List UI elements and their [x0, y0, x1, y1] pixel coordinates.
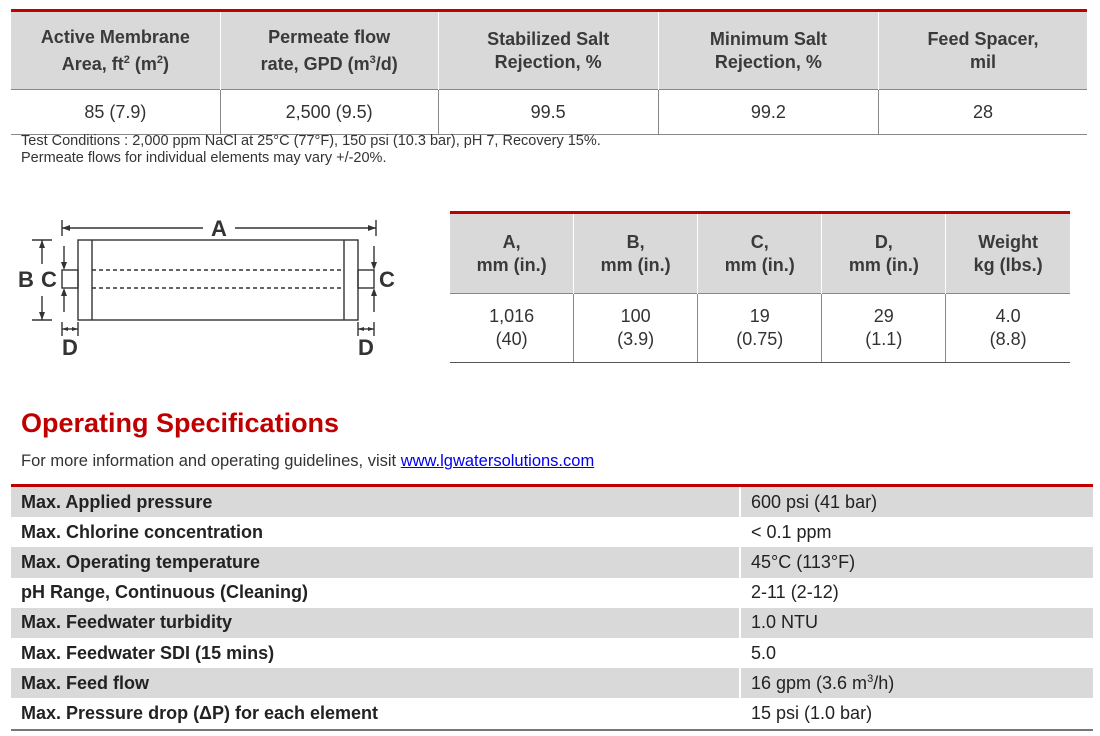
value-minimum-rejection: 99.2: [658, 90, 878, 135]
header-active-membrane-area: Active Membrane Area, $ft^2$ $(m^2)$: [11, 11, 220, 90]
value-dim-c: 19 (0.75): [698, 294, 822, 363]
spec-label: Max. Applied pressure: [11, 486, 740, 518]
header-dim-b: B, mm (in.): [574, 213, 698, 294]
header-stabilized-salt-rejection: Stabilized Salt Rejection, %: [438, 11, 658, 90]
operating-info-text: [21, 452, 594, 471]
header-weight: Weight kg (lbs.): [946, 213, 1070, 294]
spec-row: [11, 668, 1093, 698]
operating-info-prefix: For more information and operating guidelines, visit: [21, 452, 401, 470]
spec-value: 1.0 NTU: [740, 608, 1093, 638]
value-weight: 4.0 (8.8): [946, 294, 1070, 363]
spec-row: [11, 698, 1093, 729]
spec-label: Max. Feedwater SDI (15 mins): [11, 638, 740, 668]
element-dimension-diagram: [16, 212, 396, 362]
permeate-variance-note: Permeate flows for individual elements may vary +/-20%.: [21, 150, 387, 166]
performance-header-row: [11, 11, 1087, 90]
diagram-label-c-left: C: [41, 267, 57, 292]
performance-table: [11, 9, 1087, 135]
value-feed-spacer: 28: [878, 90, 1087, 135]
operating-specs-table: [11, 484, 1093, 731]
diagram-label-c-right: C: [379, 267, 395, 292]
diagram-label-d-right: D: [358, 335, 374, 360]
value-dim-a: 1,016 (40): [450, 294, 574, 363]
value-permeate-flow: 2,500 (9.5): [220, 90, 438, 135]
spec-row: [11, 578, 1093, 608]
operating-specifications-heading: Operating Specifications: [21, 408, 340, 438]
spec-value: 2-11 (2-12): [751, 582, 839, 603]
spec-row: [11, 547, 1093, 577]
header-permeate-flow: Permeate flow rate, GPD $(m^3/d)$: [220, 11, 438, 90]
spec-row: [11, 517, 1093, 547]
dimensions-header-row: [450, 213, 1070, 294]
header-dim-d: D, mm (in.): [822, 213, 946, 294]
spec-value: 5.0: [751, 642, 777, 663]
spec-value: 600 psi (41 bar): [740, 486, 1093, 518]
test-conditions-note: Test Conditions : 2,000 ppm NaCl at 25°C (77°F), 150 psi (10.3 bar), pH 7, Recovery 15%.: [21, 133, 601, 149]
spec-value: 45°C (113°F): [740, 547, 1093, 577]
dimensions-value-row: [450, 294, 1070, 363]
diagram-label-a: A: [211, 216, 227, 241]
spec-label: Max. Operating temperature: [11, 547, 740, 577]
spec-value: 15 psi (1.0 bar): [740, 698, 1093, 729]
spec-row: [11, 638, 1093, 668]
header-minimum-salt-rejection: Minimum Salt Rejection, %: [658, 11, 878, 90]
spec-value: < 0.1 ppm: [751, 521, 832, 542]
spec-row: [11, 486, 1093, 518]
header-dim-c: C, mm (in.): [698, 213, 822, 294]
header-dim-a: A, mm (in.): [450, 213, 574, 294]
dimensions-table: [450, 211, 1070, 363]
value-stabilized-rejection: 99.5: [438, 90, 658, 135]
value-dim-b: 100 (3.9): [574, 294, 698, 363]
header-feed-spacer: Feed Spacer, mil: [878, 11, 1087, 90]
spec-label: pH Range, Continuous (Cleaning): [11, 578, 740, 608]
spec-row: [11, 608, 1093, 638]
spec-label: Max. Chlorine concentration: [11, 517, 740, 547]
spec-label: Max. Pressure drop (ΔP) for each element: [11, 698, 740, 729]
diagram-label-d-left: D: [62, 335, 78, 360]
lg-water-solutions-link[interactable]: www.lgwatersolutions.com: [400, 452, 595, 470]
performance-value-row: [11, 90, 1087, 135]
value-membrane-area: 85 (7.9): [11, 90, 220, 135]
value-dim-d: 29 (1.1): [822, 294, 946, 363]
spec-label: Max. Feed flow: [11, 668, 740, 698]
diagram-label-b: B: [18, 267, 34, 292]
spec-label: Max. Feedwater turbidity: [11, 608, 740, 638]
spec-value: 16 gpm (3.6 $m^3/h$): [740, 668, 1093, 698]
